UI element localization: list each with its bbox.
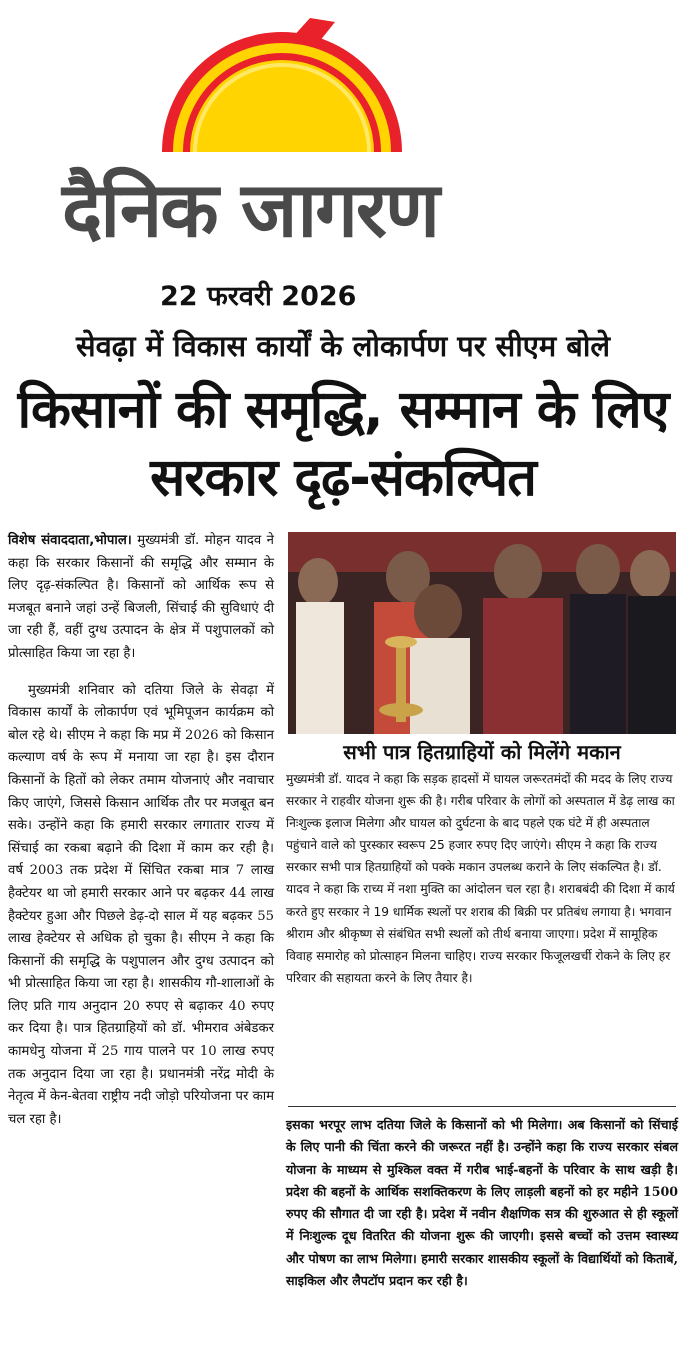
article-right-column [286, 768, 678, 989]
article-headline: किसानों की समृद्धि, सम्मान के लिए सरकार दृढ़-संकल्पित [17, 380, 669, 508]
article-subhead: सभी पात्र हितग्राहियों को मिलेंगे मकान [343, 740, 621, 764]
article-paragraph-4: इसका भरपूर लाभ दतिया जिले के किसानों को भी मिलेगा। अब किसानों को सिंचाई के लिए पानी की चिंता करने की जरूरत नहीं है। उन्होंने कहा कि राज्य सरकार संबल योजना के माध्यम से मुश्किल वक्त में गरीब भाई-बहनों के परिवार के साथ खड़ी है। प्रदेश की बहनों के आर्थिक सशक्तिकरण के लिए लाड़ली बहनों को हर महीने 1500 रुपए की सौगात दी जा रही है। प्रदेश में नवीन शैक्षणिक सत्र की शुरुआत से ही स्कूलों में निःशुल्क दूध वितरित की योजना शुरू की जाएगी। इससे बच्चों को उत्तम स्वास्थ्य और पोषण का लाभ मिलेगा। हमारी सरकार शासकीय स्कूलों के विद्यार्थियों को किताबें, साइकिल और लैपटॉप प्रदान कर रही है। [286, 1117, 678, 1289]
article-paragraph-1-text: मुख्यमंत्री डॉ. मोहन यादव ने कहा कि सरकार किसानों की समृद्धि और सम्मान के लिए दृढ़-संकल्पित है। किसानों को आर्थिक रूप से मजबूत बनाने जहां उन्हें बिजली, सिंचाई की सुविधाएं दी जा रही हैं, वहीं दुग्ध उत्पादन के क्षेत्र में पशुपालकों को प्रोत्साहित किया जा रहा है। [8, 533, 274, 661]
lamp-lighting-photo-icon [288, 532, 676, 734]
article-kicker: सेवढ़ा में विकास कार्यों के लोकार्पण पर सीएम बोले [75, 329, 611, 363]
publication-date: 22 फरवरी 2026 [160, 281, 357, 312]
byline: विशेष संवाददाता,भोपाल। [8, 533, 132, 548]
article-paragraph-3: मुख्यमंत्री डॉ. यादव ने कहा कि सड़क हादसों में घायल जरूरतमंदों की मदद के लिए राज्य सरकार ने राहवीर योजना शुरू की है। गरीब परिवार के लोगों को अस्पताल में डेढ़ लाख का निःशुल्क इलाज मिलेगा और घायल को दुर्घटना के बाद पहले एक घंटे में ही अस्पताल पहुंचाने वाले को पुरस्कार स्वरूप 25 हजार रुपए दिए जाएंगे। सीएम ने कहा कि राज्य सरकार सभी पात्र हितग्राहियों को पक्के मकान उपलब्ध कराने के लिए संकल्पित है। डॉ. यादव ने कहा कि राच्य में नशा मुक्ति का आंदोलन चल रहा है। शराबबंदी की दिशा में कार्य करते हुए सरकार ने 19 धार्मिक स्थलों पर शराब की बिक्री पर प्रतिबंध लगाया है। भगवान श्रीराम और श्रीकृष्ण से संबंधित सभी स्थलों को तीर्थ बनाया जाएगा। प्रदेश में सामूहिक विवाह समारोह को प्रोत्साहन मिलना चाहिए। राज्य सरकार फिजूलखर्ची रोकने के लिए हर परिवार की सहायता करने के लिए तैयार है। [286, 772, 675, 985]
column-divider [288, 1106, 676, 1107]
article-paragraph-2: मुख्यमंत्री शनिवार को दतिया जिले के सेवढ़ा में विकास कार्यों के लोकार्पण एवं भूमिपूजन कार्यक्रम को बोल रहे थे। सीएम ने कहा कि मप्र में 2026 को किसान कल्याण वर्ष के रूप में मनाया जा रहा है। इस दौरान किसानों के हितों को लेकर तमाम योजनाएं और नवाचार किए जाएंगे, जिससे किसान आर्थिक तौर पर मजबूत बन सके। उन्होंने कहा कि हमारी सरकार लगातार राज्य में सिंचाई का रकबा बढ़ाने की दिशा में काम कर रही है। वर्ष 2003 तक प्रदेश में सिंचित रकबा मात्र 7 लाख हैक्टेयर था जो हमारी सरकार आने पर बढ़कर 44 लाख हैक्टेयर हुआ और पिछले डेढ़-दो साल में यह बढ़कर 55 लाख हेक्टेयर से अधिक हो चुका है। सीएम ने कहा कि किसानों की समृद्धि के पशुपालन और दुग्ध उत्पादन को भी प्रोत्साहित किया जा रहा है। शासकीय गौ-शालाओं के लिए प्रति गाय अनुदान 20 रुपए से बढ़ाकर 40 रुपए कर दिया है। पात्र हितग्राहियों को डॉ. भीमराव अंबेडकर कामधेनु योजना में 25 गाय पालने पर 10 लाख रुपए तक अनुदान दिया जा रहा है। प्रधानमंत्री नरेंद्र मोदी के नेतृत्व में केन-बेतवा राष्ट्रीय नदी जोड़ो परियोजना पर काम चल रहा है। [8, 682, 274, 1127]
article-right-column-lower [286, 1114, 678, 1292]
masthead-title: दैनिक जागरण [62, 165, 438, 254]
article-photo [288, 532, 676, 734]
article-paragraph-1 [8, 530, 274, 666]
masthead-logo [0, 0, 686, 270]
article-left-column [8, 530, 274, 1145]
